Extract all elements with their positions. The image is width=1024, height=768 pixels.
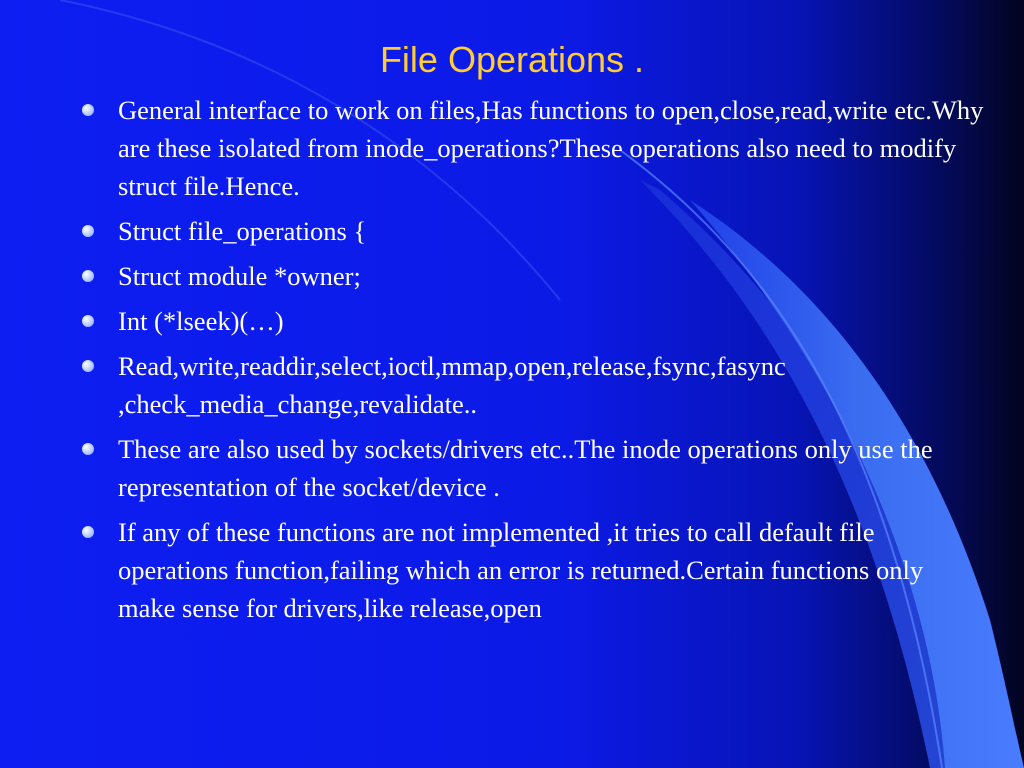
bullet-text: General interface to work on files,Has functions to open,close,read,write etc.Why are these isolated from inode_operations?These operations also need to modify struct file.Hence. — [118, 95, 984, 201]
bullet-icon — [82, 270, 94, 282]
bullet-text: If any of these functions are not implemented ,it tries to call default file operations function,failing which an error is returned.Certain functions only make sense for drivers,like release,open — [118, 517, 924, 623]
bullet-list — [80, 91, 985, 634]
bullet-item — [80, 257, 985, 295]
bullet-item — [80, 91, 985, 205]
bullet-icon — [82, 225, 94, 237]
bullet-text: These are also used by sockets/drivers etc..The inode operations only use the representation of the socket/device . — [118, 434, 933, 502]
bullet-icon — [82, 360, 94, 372]
bullet-item — [80, 302, 985, 340]
bullet-item — [80, 347, 985, 423]
bullet-icon — [82, 315, 94, 327]
bullet-icon — [82, 104, 94, 116]
bullet-icon — [82, 443, 94, 455]
bullet-text: Int (*lseek)(…) — [118, 306, 284, 336]
slide-title: File Operations . — [379, 39, 645, 80]
bullet-item — [80, 513, 985, 627]
bullet-text: Struct file_operations { — [118, 216, 367, 246]
bullet-item — [80, 430, 985, 506]
bullet-item — [80, 212, 985, 250]
bullet-text: Read,write,readdir,select,ioctl,mmap,open,release,fsync,fasync ,check_media_change,revalidate.. — [118, 351, 786, 419]
bullet-text: Struct module *owner; — [118, 261, 361, 291]
bullet-icon — [82, 526, 94, 538]
